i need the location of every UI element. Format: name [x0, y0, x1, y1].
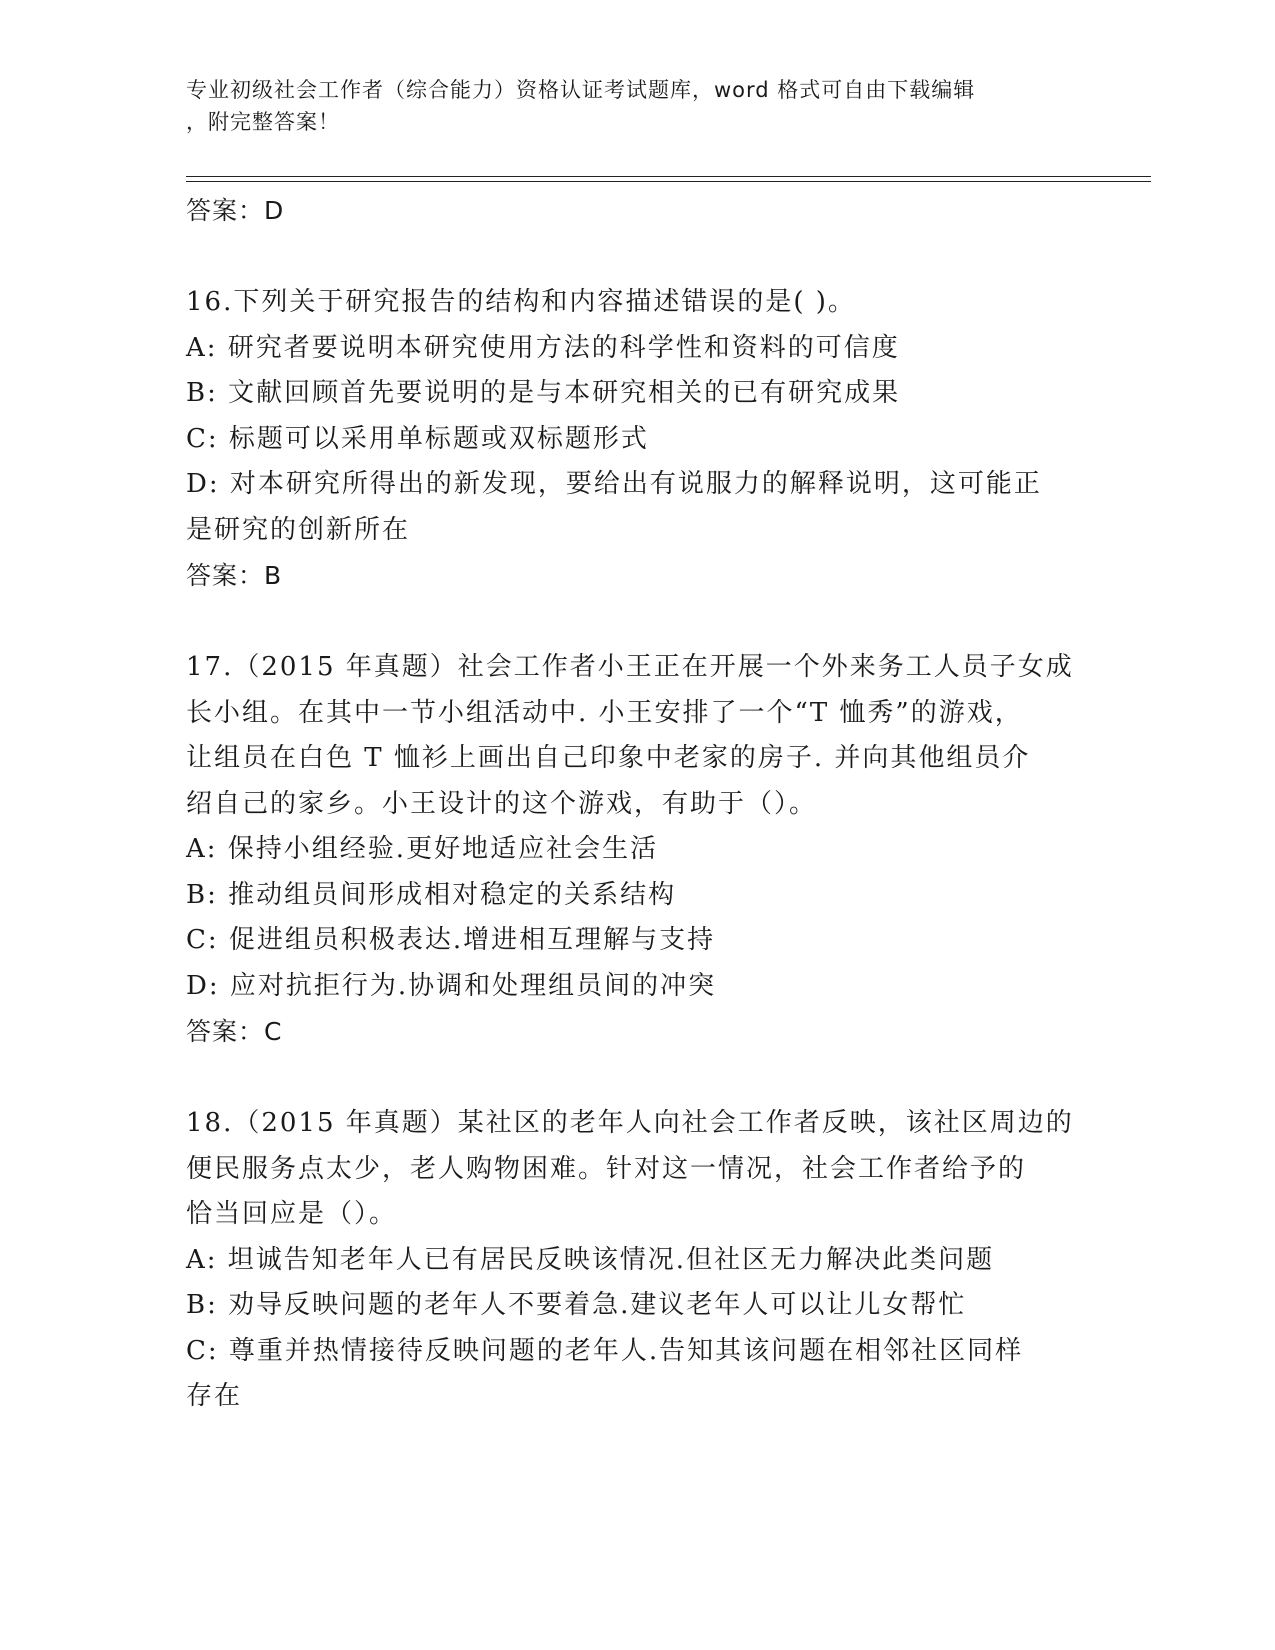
option-a: A: 研究者要说明本研究使用方法的科学性和资料的可信度	[186, 332, 900, 363]
answer-line: 答案：B	[186, 561, 283, 590]
spacer	[186, 599, 1086, 645]
option-c: C: 尊重并热情接待反映问题的老年人.告知其该问题在相邻社区同样	[186, 1335, 1024, 1366]
question-stem-continued: 让组员在白色 T 恤衫上画出自己印象中老家的房子. 并向其他组员介	[186, 743, 1031, 773]
question-16	[186, 280, 1086, 599]
option-d: D: 应对抗拒行为.协调和处理组员间的冲突	[186, 970, 717, 1001]
option-b: B: 文献回顾首先要说明的是与本研究相关的已有研究成果	[186, 378, 901, 408]
document-header	[186, 74, 1086, 138]
option-b: B: 推动组员间形成相对稳定的关系结构	[186, 879, 677, 910]
question-17	[186, 645, 1086, 1055]
option-a: A: 保持小组经验.更好地适应社会生活	[186, 834, 659, 864]
option-d-continued: 是研究的创新所在	[186, 514, 411, 545]
question-list	[186, 188, 1086, 1420]
question-stem: 17.（2015 年真题）社会工作者小王正在开展一个外来务工人员子女成	[186, 652, 1074, 682]
question-18	[186, 1101, 1086, 1420]
spacer	[186, 234, 1086, 280]
option-b: B: 劝导反映问题的老年人不要着急.建议老年人可以让儿女帮忙	[186, 1290, 967, 1320]
question-stem-continued: 长小组。在其中一节小组活动中. 小王安排了一个“T 恤秀”的游戏，	[186, 697, 1023, 728]
header-divider	[186, 176, 1151, 182]
header-line-1: 专业初级社会工作者（综合能力）资格认证考试题库，word 格式可自由下载编辑	[186, 78, 976, 102]
option-a: A: 坦诚告知老年人已有居民反映该情况.但社区无力解决此类问题	[186, 1244, 995, 1275]
header-line-2: ，附完整答案！	[186, 110, 340, 134]
question-stem-continued: 恰当回应是（）。	[186, 1199, 398, 1229]
option-c: C: 促进组员积极表达.增进相互理解与支持	[186, 925, 716, 955]
option-d: D: 对本研究所得出的新发现，要给出有说服力的解释说明，这可能正	[186, 469, 1042, 499]
spacer	[186, 1055, 1086, 1101]
answer-line: 答案：C	[186, 1017, 283, 1046]
question-stem: 18.（2015 年真题）某社区的老年人向社会工作者反映，该社区周边的	[186, 1108, 1074, 1138]
question-stem: 16.下列关于研究报告的结构和内容描述错误的是( )。	[186, 287, 856, 317]
option-c: C: 标题可以采用单标题或双标题形式	[186, 423, 649, 454]
question-stem-continued: 便民服务点太少，老人购物困难。针对这一情况，社会工作者给予的	[186, 1153, 1027, 1184]
answer-line: 答案：D	[186, 196, 285, 225]
question-stem-continued: 绍自己的家乡。小王设计的这个游戏，有助于（）。	[186, 788, 818, 819]
option-c-continued: 存在	[186, 1381, 243, 1411]
